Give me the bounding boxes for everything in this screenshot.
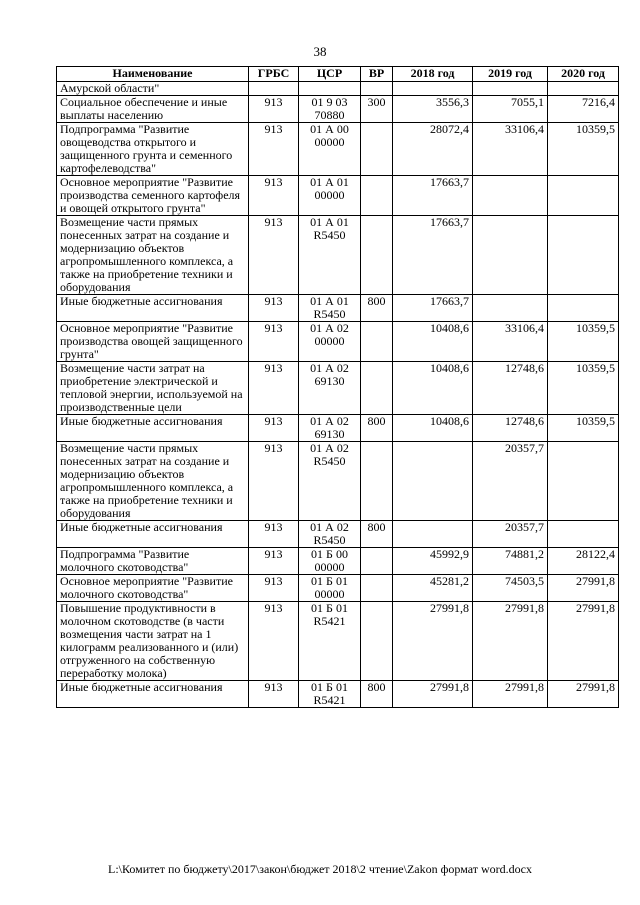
table-row bbox=[57, 362, 619, 415]
cell-vr bbox=[361, 602, 393, 681]
cell-vr: 800 bbox=[361, 521, 393, 548]
cell-2019: 33106,4 bbox=[473, 123, 548, 176]
cell-2020: 27991,8 bbox=[548, 602, 619, 681]
footer-file-path: L:\Комитет по бюджету\2017\закон\бюджет 2018\2 чтение\Zakon формат word.docx bbox=[108, 862, 532, 876]
cell-csr bbox=[299, 82, 361, 96]
cell-grbs: 913 bbox=[249, 521, 299, 548]
table-row bbox=[57, 123, 619, 176]
cell-2019 bbox=[473, 82, 548, 96]
cell-vr bbox=[361, 123, 393, 176]
table-header-row bbox=[57, 67, 619, 82]
cell-name: Основное мероприятие "Развитие производства овощей защищенного грунта" bbox=[57, 322, 249, 362]
cell-grbs: 913 bbox=[249, 602, 299, 681]
table-row bbox=[57, 82, 619, 96]
cell-grbs: 913 bbox=[249, 176, 299, 216]
column-header-csr: ЦСР bbox=[299, 67, 361, 82]
table-row bbox=[57, 548, 619, 575]
cell-2020 bbox=[548, 295, 619, 322]
cell-csr: 01 А 00 00000 bbox=[299, 123, 361, 176]
cell-grbs bbox=[249, 82, 299, 96]
cell-2018: 10408,6 bbox=[393, 362, 473, 415]
cell-name: Возмещение части затрат на приобретение электрической и тепловой энергии, используемой на производственные цели bbox=[57, 362, 249, 415]
cell-csr: 01 9 03 70880 bbox=[299, 96, 361, 123]
cell-2019 bbox=[473, 176, 548, 216]
cell-csr: 01 А 02 69130 bbox=[299, 362, 361, 415]
cell-csr: 01 А 01 00000 bbox=[299, 176, 361, 216]
cell-2019: 20357,7 bbox=[473, 442, 548, 521]
table-row bbox=[57, 216, 619, 295]
cell-2019: 7055,1 bbox=[473, 96, 548, 123]
cell-vr bbox=[361, 442, 393, 521]
cell-vr bbox=[361, 575, 393, 602]
table-row bbox=[57, 322, 619, 362]
cell-grbs: 913 bbox=[249, 295, 299, 322]
cell-name: Возмещение части прямых понесенных затрат на создание и модернизацию объектов агропромышленного комплекса, а также на приобретение техники и оборудования bbox=[57, 442, 249, 521]
cell-2018: 45281,2 bbox=[393, 575, 473, 602]
cell-grbs: 913 bbox=[249, 415, 299, 442]
cell-name: Иные бюджетные ассигнования bbox=[57, 295, 249, 322]
cell-name: Иные бюджетные ассигнования bbox=[57, 415, 249, 442]
cell-name: Иные бюджетные ассигнования bbox=[57, 521, 249, 548]
cell-2018: 17663,7 bbox=[393, 176, 473, 216]
cell-vr: 800 bbox=[361, 681, 393, 708]
column-header-2018: 2018 год bbox=[393, 67, 473, 82]
cell-2020 bbox=[548, 82, 619, 96]
cell-vr bbox=[361, 176, 393, 216]
cell-vr bbox=[361, 362, 393, 415]
cell-name: Социальное обеспечение и иные выплаты населению bbox=[57, 96, 249, 123]
table-row bbox=[57, 415, 619, 442]
cell-csr: 01 А 01 R5450 bbox=[299, 216, 361, 295]
cell-2020: 10359,5 bbox=[548, 415, 619, 442]
cell-2019 bbox=[473, 216, 548, 295]
cell-csr: 01 А 02 69130 bbox=[299, 415, 361, 442]
cell-vr: 800 bbox=[361, 295, 393, 322]
table-row bbox=[57, 176, 619, 216]
cell-csr: 01 А 02 00000 bbox=[299, 322, 361, 362]
cell-2020: 27991,8 bbox=[548, 681, 619, 708]
cell-2019 bbox=[473, 295, 548, 322]
cell-vr bbox=[361, 216, 393, 295]
cell-vr bbox=[361, 82, 393, 96]
cell-grbs: 913 bbox=[249, 442, 299, 521]
cell-2019: 20357,7 bbox=[473, 521, 548, 548]
cell-csr: 01 А 02 R5450 bbox=[299, 442, 361, 521]
page-number: 38 bbox=[313, 44, 327, 59]
cell-2019: 12748,6 bbox=[473, 415, 548, 442]
table-row bbox=[57, 295, 619, 322]
cell-grbs: 913 bbox=[249, 681, 299, 708]
cell-2020 bbox=[548, 521, 619, 548]
table-row bbox=[57, 681, 619, 708]
cell-2018: 10408,6 bbox=[393, 322, 473, 362]
cell-vr bbox=[361, 548, 393, 575]
cell-2020: 27991,8 bbox=[548, 575, 619, 602]
cell-name: Основное мероприятие "Развитие молочного скотоводства" bbox=[57, 575, 249, 602]
cell-2019: 74503,5 bbox=[473, 575, 548, 602]
cell-2020: 10359,5 bbox=[548, 322, 619, 362]
cell-grbs: 913 bbox=[249, 362, 299, 415]
table-row bbox=[57, 575, 619, 602]
column-header-grbs: ГРБС bbox=[249, 67, 299, 82]
cell-name: Амурской области" bbox=[57, 82, 249, 96]
cell-2020 bbox=[548, 442, 619, 521]
cell-2018: 17663,7 bbox=[393, 216, 473, 295]
cell-csr: 01 Б 01 R5421 bbox=[299, 602, 361, 681]
cell-2020: 28122,4 bbox=[548, 548, 619, 575]
cell-2020 bbox=[548, 176, 619, 216]
cell-vr: 300 bbox=[361, 96, 393, 123]
cell-csr: 01 А 01 R5450 bbox=[299, 295, 361, 322]
cell-2018: 27991,8 bbox=[393, 681, 473, 708]
cell-2019: 74881,2 bbox=[473, 548, 548, 575]
cell-2018 bbox=[393, 442, 473, 521]
column-header-name: Наименование bbox=[57, 67, 249, 82]
cell-2018 bbox=[393, 521, 473, 548]
cell-grbs: 913 bbox=[249, 322, 299, 362]
cell-csr: 01 Б 01 00000 bbox=[299, 575, 361, 602]
cell-name: Иные бюджетные ассигнования bbox=[57, 681, 249, 708]
cell-grbs: 913 bbox=[249, 123, 299, 176]
cell-grbs: 913 bbox=[249, 548, 299, 575]
cell-vr: 800 bbox=[361, 415, 393, 442]
cell-2019: 33106,4 bbox=[473, 322, 548, 362]
cell-2019: 27991,8 bbox=[473, 602, 548, 681]
cell-grbs: 913 bbox=[249, 216, 299, 295]
table-row bbox=[57, 521, 619, 548]
cell-csr: 01 Б 01 R5421 bbox=[299, 681, 361, 708]
cell-name: Подпрограмма "Развитие молочного скотоводства" bbox=[57, 548, 249, 575]
cell-2020: 10359,5 bbox=[548, 123, 619, 176]
cell-grbs: 913 bbox=[249, 575, 299, 602]
cell-2018: 28072,4 bbox=[393, 123, 473, 176]
cell-2018: 27991,8 bbox=[393, 602, 473, 681]
cell-2018: 10408,6 bbox=[393, 415, 473, 442]
cell-2019: 12748,6 bbox=[473, 362, 548, 415]
cell-2018: 3556,3 bbox=[393, 96, 473, 123]
cell-name: Основное мероприятие "Развитие производства семенного картофеля и овощей открытого грунта" bbox=[57, 176, 249, 216]
cell-name: Подпрограмма "Развитие овощеводства открытого и защищенного грунта и семенного картофелеводства" bbox=[57, 123, 249, 176]
cell-csr: 01 Б 00 00000 bbox=[299, 548, 361, 575]
column-header-2019: 2019 год bbox=[473, 67, 548, 82]
cell-name: Повышение продуктивности в молочном скотоводстве (в части возмещения части затрат на 1 килограмм реализованного и (или) отгруженного на собственную переработку молока) bbox=[57, 602, 249, 681]
cell-2020 bbox=[548, 216, 619, 295]
column-header-vr: ВР bbox=[361, 67, 393, 82]
budget-table bbox=[56, 66, 619, 708]
cell-2019: 27991,8 bbox=[473, 681, 548, 708]
cell-vr bbox=[361, 322, 393, 362]
cell-2018 bbox=[393, 82, 473, 96]
cell-name: Возмещение части прямых понесенных затрат на создание и модернизацию объектов агропромышленного комплекса, а также на приобретение техники и оборудования bbox=[57, 216, 249, 295]
cell-grbs: 913 bbox=[249, 96, 299, 123]
table-row bbox=[57, 96, 619, 123]
column-header-2020: 2020 год bbox=[548, 67, 619, 82]
cell-2020: 7216,4 bbox=[548, 96, 619, 123]
cell-2018: 45992,9 bbox=[393, 548, 473, 575]
table-row bbox=[57, 602, 619, 681]
cell-csr: 01 А 02 R5450 bbox=[299, 521, 361, 548]
cell-2018: 17663,7 bbox=[393, 295, 473, 322]
table-row bbox=[57, 442, 619, 521]
cell-2020: 10359,5 bbox=[548, 362, 619, 415]
